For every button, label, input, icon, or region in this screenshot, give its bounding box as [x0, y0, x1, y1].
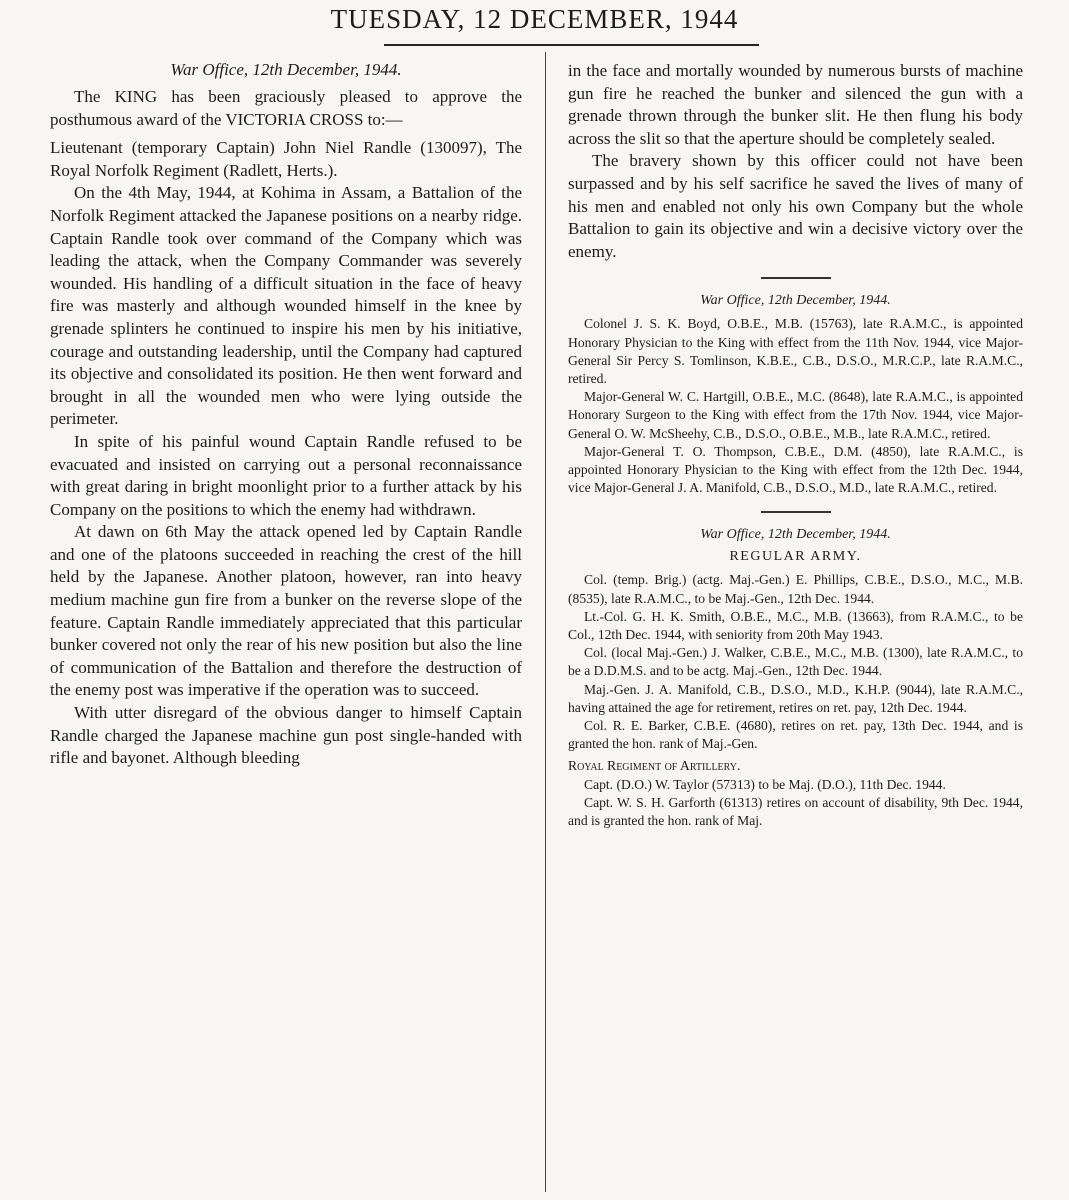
notice-paragraph: Colonel J. S. K. Boyd, O.B.E., M.B. (15763), late R.A.M.C., is appointed Honorary Physician to the King with effect from the 11th Nov. 1944, vice Major-General Sir Percy S. Tomlinson, K.B.E., C.B., D.S.O., M.R.C.P., late R.A.M.C., retired. — [568, 316, 1023, 386]
left-column — [50, 60, 522, 770]
notice-heading: War Office, 12th December, 1944. — [700, 293, 891, 309]
notice-paragraph: Lt.-Col. G. H. K. Smith, O.B.E., M.C., M.B. (13663), from R.A.M.C., to be Col., 12th Dec. 1944, with seniority from 20th May 1943. — [568, 608, 1023, 642]
notice-regular-army — [568, 527, 1023, 830]
right-column — [568, 60, 1023, 830]
section-rule — [761, 511, 831, 513]
notice-paragraph: Col. R. E. Barker, C.B.E. (4680), retires on ret. pay, 13th Dec. 1944, and is granted the hon. rank of Maj.-Gen. — [568, 718, 1023, 752]
notice-heading: War Office, 12th December, 1944. — [170, 60, 402, 79]
citation-paragraph: At dawn on 6th May the attack opened led by Captain Randle and one of the platoons succeeded in reaching the crest of the hill held by the Japanese. Another platoon, however, ran into heavy medium machine gun fire from a bunker on the reverse slope of the feature. Captain Randle immediately appreciated that this particular bunker covered not only the rear of his new position but also the line of communication of the Battalion and therefore the destruction of the enemy post was imperative if the operation was to succeed. — [50, 522, 522, 700]
page-title: TUESDAY, 12 DECEMBER, 1944 — [330, 4, 739, 34]
notice-paragraph: Major-General W. C. Hartgill, O.B.E., M.C. (8648), late R.A.M.C., is appointed Honorary Surgeon to the King with effect from the 17th Nov. 1944, vice Major-General O. W. McSheehy, C.B., D.S.O., O.B.E., M.B., late R.A.M.C., retired. — [568, 389, 1023, 441]
citation-paragraph: With utter disregard of the obvious danger to himself Captain Randle charged the Japanese machine gun post single-handed with rifle and bayonet. Although bleeding — [50, 703, 522, 768]
section-heading: Royal Regiment of Artillery. — [568, 758, 741, 774]
section-rule — [761, 277, 831, 279]
notice-heading: War Office, 12th December, 1944. — [700, 527, 891, 543]
intro-paragraph: The KING has been graciously pleased to approve the posthumous award of the VICTORIA CROSS to:— — [50, 87, 522, 129]
recipient-paragraph: Lieutenant (temporary Captain) John Niel Randle (130097), The Royal Norfolk Regiment (Radlett, Herts.). — [50, 138, 522, 180]
notice-paragraph: Capt. (D.O.) W. Taylor (57313) to be Maj. (D.O.), 11th Dec. 1944. — [584, 776, 946, 792]
citation-paragraph: The bravery shown by this officer could not have been surpassed and by his self sacrifice he saved the lives of many of his men and enabled not only his own Company but the whole Battalion to gain its objective and win a decisive victory over the enemy. — [568, 151, 1023, 261]
notice-paragraph: Capt. W. S. H. Garforth (61313) retires on account of disability, 9th Dec. 1944, and is granted the hon. rank of Maj. — [568, 794, 1023, 829]
notice-paragraph: Major-General T. O. Thompson, C.B.E., D.M. (4850), late R.A.M.C., is appointed Honorary Physician to the King with effect from the 12th Dec. 1944, vice Major-General J. A. Manifold, C.B., D.S.O., M.D., late R.A.M.C., retired. — [568, 443, 1023, 496]
citation-paragraph: On the 4th May, 1944, at Kohima in Assam, a Battalion of the Norfolk Regiment attacked the Japanese positions on a nearby ridge. Captain Randle took over command of the Company which was leading the attack, when the Company Commander was severely wounded. His handling of a difficult situation in the face of heavy fire was masterly and although wounded himself in the knee by grenade splinters he continued to inspire his men by his initiative, courage and outstanding leadership, until the Company had captured its objective and consolidated its position. He then went forward and brought in all the wounded men who were lying outside the perimeter. — [50, 183, 522, 429]
citation-paragraph: In spite of his painful wound Captain Randle refused to be evacuated and insisted on carrying out a personal reconnaissance with great daring in bright moonlight prior to a further attack by his Company on the positions to which the enemy had withdrawn. — [50, 431, 522, 519]
notice-paragraph: Col. (temp. Brig.) (actg. Maj.-Gen.) E. Phillips, C.B.E., D.S.O., M.C., M.B. (8535), late R.A.M.C., to be Maj.-Gen., 12th Dec. 1944. — [568, 572, 1023, 606]
notice-paragraph: Maj.-Gen. J. A. Manifold, C.B., D.S.O., M.D., K.H.P. (9044), late R.A.M.C., having attained the age for retirement, retires on ret. pay, 12th Dec. 1944. — [568, 681, 1023, 715]
notice-honorary-appointments — [568, 293, 1023, 497]
notice-subheading: REGULAR ARMY. — [729, 549, 862, 565]
title-rule — [384, 44, 759, 46]
notice-paragraph: Col. (local Maj.-Gen.) J. Walker, C.B.E., M.C., M.B. (1300), late R.A.M.C., to be a D.D.M.S. and to be actg. Maj.-Gen., 12th Dec. 1944. — [568, 645, 1023, 679]
column-divider — [545, 52, 546, 1192]
citation-paragraph: in the face and mortally wounded by numerous bursts of machine gun fire he reached the bunker and silenced the gun with a grenade thrown through the bunker slit. He then flung his body across the slit so that the aperture should be completely sealed. — [568, 61, 1023, 148]
